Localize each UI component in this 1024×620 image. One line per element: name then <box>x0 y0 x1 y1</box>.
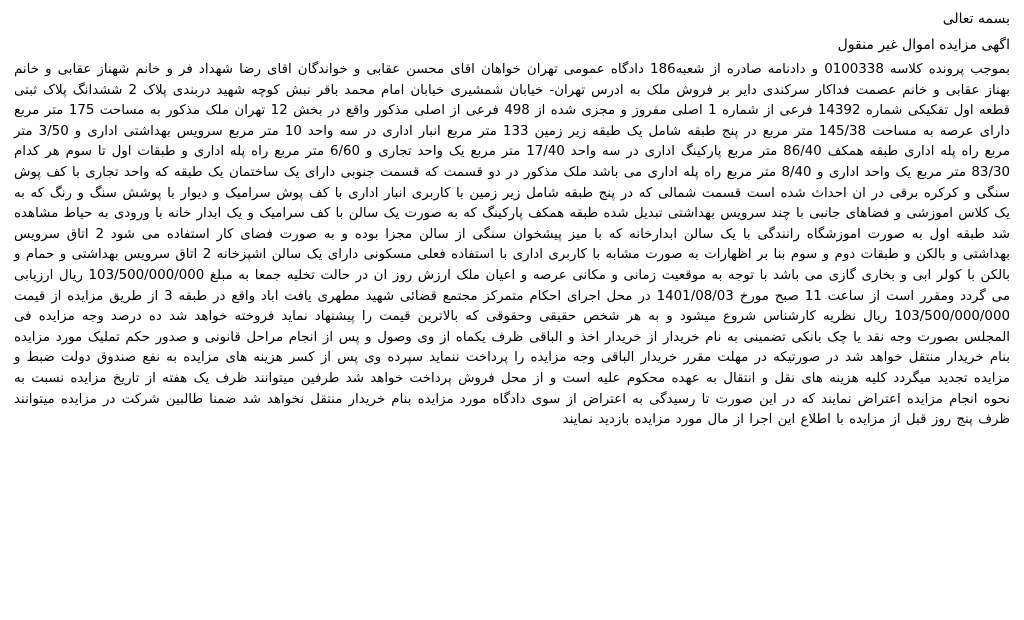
basmala-heading: بسمه تعالی <box>942 11 1010 27</box>
notice-title: اگهی مزایده اموال غیر منقول <box>837 37 1010 53</box>
notice-body-text: بموجب پرونده کلاسه 0100338 و دادنامه صادره از شعبه186 دادگاه عمومی تهران خواهان اقای محسن عقابی و خواندگان اقای رضا شهداد فر و خانم شهناز عقابی و خانم بهناز عقابی و خانم عصمت فداکار سرکندی دایر بر فروش ملک به ادرس تهران- خیابان شمشیری خیابان امام محمد باقر نبش کوچه شهید دربندی پلاک 2 ششدانگ پلاک ثبتی قطعه اول تفکیکی شماره 14392 فرعی از شماره 1 اصلی مفروز و مجزی شده از 498 فرعی از اصلی مذکور واقع در بخش 12 تهران ملک مذکور به مساحت 175 متر مربع دارای عرصه به مساحت 145/38 متر مربع در پنج طبقه شامل یک طبقه زیر زمین 133 متر مربع انبار اداری در سه واحد 10 متر مربع سرویس بهداشتی اداری و 3/50 متر مربع راه پله اداری طبقه همکف 86/40 متر مربع پارکینگ اداری در سه واحد 17/40 متر مربع یک واحد تجاری و 6/60 متر مربع راه پله اداری و طبقات اول تا سوم هر کدام 83/30 متر مربع یک واحد اداری و 8/40 متر مربع راه پله اداری می باشد ملک مذکور در دو قسمت که قسمت جنوبی دارای یک ساختمان یک طبقه که واحد تجاری با کف پوش سنگی و کرکره برقی در ان احداث شده است قسمت شمالی که در پنج طبقه شامل زیر زمین با کاربری انبار اداری با کف پوش سرامیک و دیوار با پوشش سنگ و رنگ که به یک کلاس اموزشی و فضاهای جانبی با چند سرویس بهداشتی تبدیل شده طبقه همکف پارکینگ که به صورت یک سالن با کف سرامیک و یک ابدار خانه با ورودی به حیاط مشاهده شد طبقه اول به صورت اموزشگاه رانندگی با یک سالن ابدارخانه که با میز پیشخوان سنگی از سالن مجزا بوده و به صورت فضای کار استفاده می شود 2 اتاق سرویس بهداشتی و بالکن و طبقات دوم و سوم بنا بر اظهارات به صورت مشابه با کاربری اداری با استفاده فعلی مسکونی دارای یک سالن اشپزخانه 2 اتاق سرویس بهداشتی و حمام و بالکن با کولر ابی و بخاری گازی می باشد با توجه به موقعیت زمانی و مکانی عرصه و اعیان ملک ارزش روز ان در حالت تخلیه جمعا به مبلغ 103/500/000/000 ریال ارزیابی می گردد ومقرر است از ساعت 11 صبح مورخ 1401/08/03 در محل اجرای احکام متمرکز مجتمع قضائی شهید مطهری یافت اباد واقع در طبقه 3 از طریق مزایده از قیمت 103/500/000/000 ریال نظریه کارشناس شروع میشود و به هر شخص حقیقی وحقوقی که بالاترین قیمت را پیشنهاد نماید فروخته خواهد شد ده درصد وجه مزایده فی المجلس بصورت وجه نقد یا چک بانکی تضمینی به نام خریدار از خریدار اخذ و الباقی ظرف یکماه از وی وصول و پس از انجام مراحل قانونی و صدور حکم تملیک مورد مزایده بنام خریدار منتقل خواهد شد در صورتیکه در مهلت مقرر خریدار الباقی وجه مزایده را پرداخت ننماید سپرده وی پس از کسر هزینه های مزایده به نفع صندوق دولت ضبط و مزایده تجدید میگردد کلیه هزینه های نقل و انتقال به عهده محکوم علیه است و از محل فروش پرداخت خواهد شد طرفین میتوانند ظرف یک هفته از تاریخ مزایده نسبت به نحوه انجام مزایده اعتراض نمایند که در این صورت تا رسیدگی به اعتراض از سوی دادگاه مورد مزایده بنام خریدار منتقل نخواهد شد ضمنا طالبین شرکت در مزایده میتوانند ظرف پنج روز قبل از مزایده با اطلاع این اجرا از مال مورد مزایده بازدید نمایند <box>14 62 1011 428</box>
